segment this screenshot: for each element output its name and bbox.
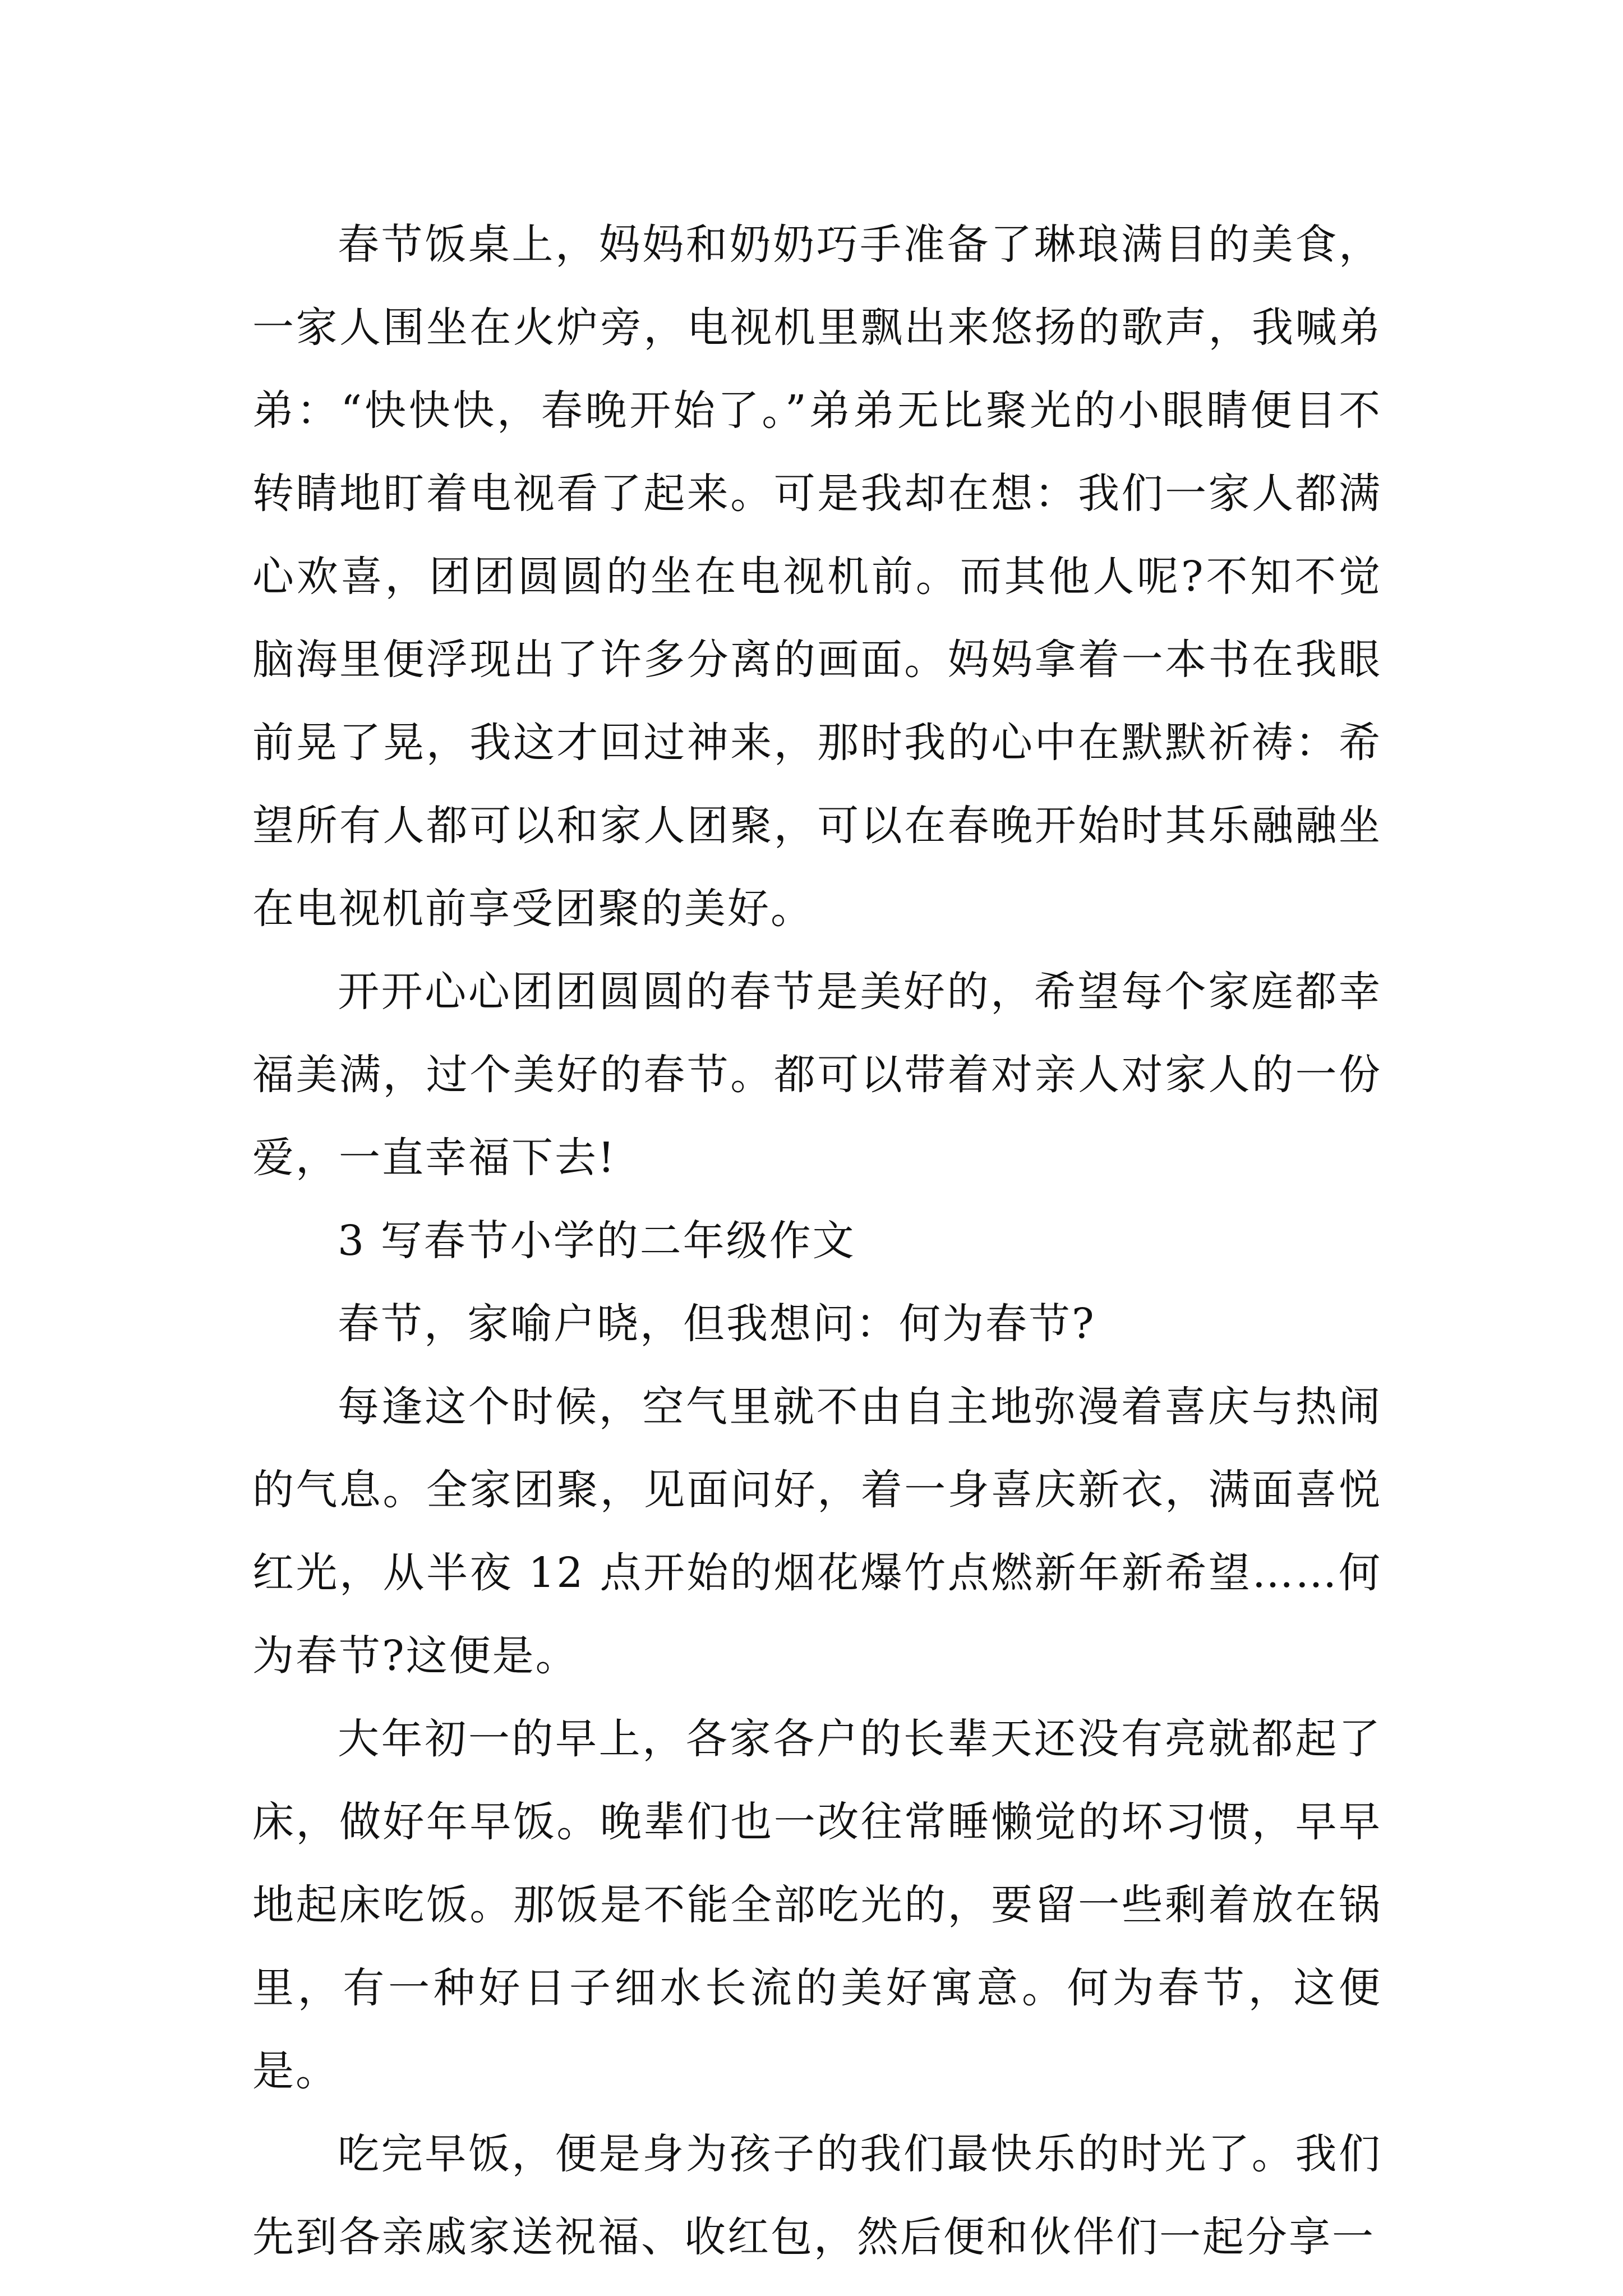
section-heading: 3 写春节小学的二年级作文 [338,1217,856,1265]
paragraph-wish: 开开心心团团圆圆的春节是美好的，希望每个家庭都幸福美满，过个美好的春节。都可以带着对亲人对家人的一份爱，一直幸福下去! [252,968,1382,1182]
document-page [252,203,1382,2279]
paragraph-after-breakfast: 吃完早饭，便是身为孩子的我们最快乐的时光了。我们先到各亲戚家送祝福、收红包，然后便和伙伴们一起分享一 [252,2130,1382,2261]
paragraph-question: 春节，家喻户晓，但我想问：何为春节? [338,1300,1096,1348]
paragraph-dinner: 春节饭桌上，妈妈和奶奶巧手准备了琳琅满目的美食，一家人围坐在火炉旁，电视机里飘出来悠扬的歌声，我喊弟弟：“快快快，春晚开始了。”弟弟无比聚光的小眼睛便目不转睛地盯着电视看了起来。可是我却在想：我们一家人都满心欢喜，团团圆圆的坐在电视机前。而其他人呢?不知不觉脑海里便浮现出了许多分离的画面。妈妈拿着一本书在我眼前晃了晃，我这才回过神来，那时我的心中在默默祈祷：希望所有人都可以和家人团聚，可以在春晚开始时其乐融融坐在电视机前享受团聚的美好。 [252,220,1382,933]
paragraph-atmosphere: 每逢这个时候，空气里就不由自主地弥漫着喜庆与热闹的气息。全家团聚，见面问好，着一身喜庆新衣，满面喜悦红光，从半夜 12 点开始的烟花爆竹点燃新年新希望……何为春节?这便是。 [252,1383,1382,1680]
paragraph-new-year-morning: 大年初一的早上，各家各户的长辈天还没有亮就都起了床，做好年早饭。晚辈们也一改往常睡懒觉的坏习惯，早早地起床吃饭。那饭是不能全部吃光的，要留一些剩着放在锅里，有一种好日子细水长流的美好寓意。何为春节，这便是。 [252,1715,1382,2095]
